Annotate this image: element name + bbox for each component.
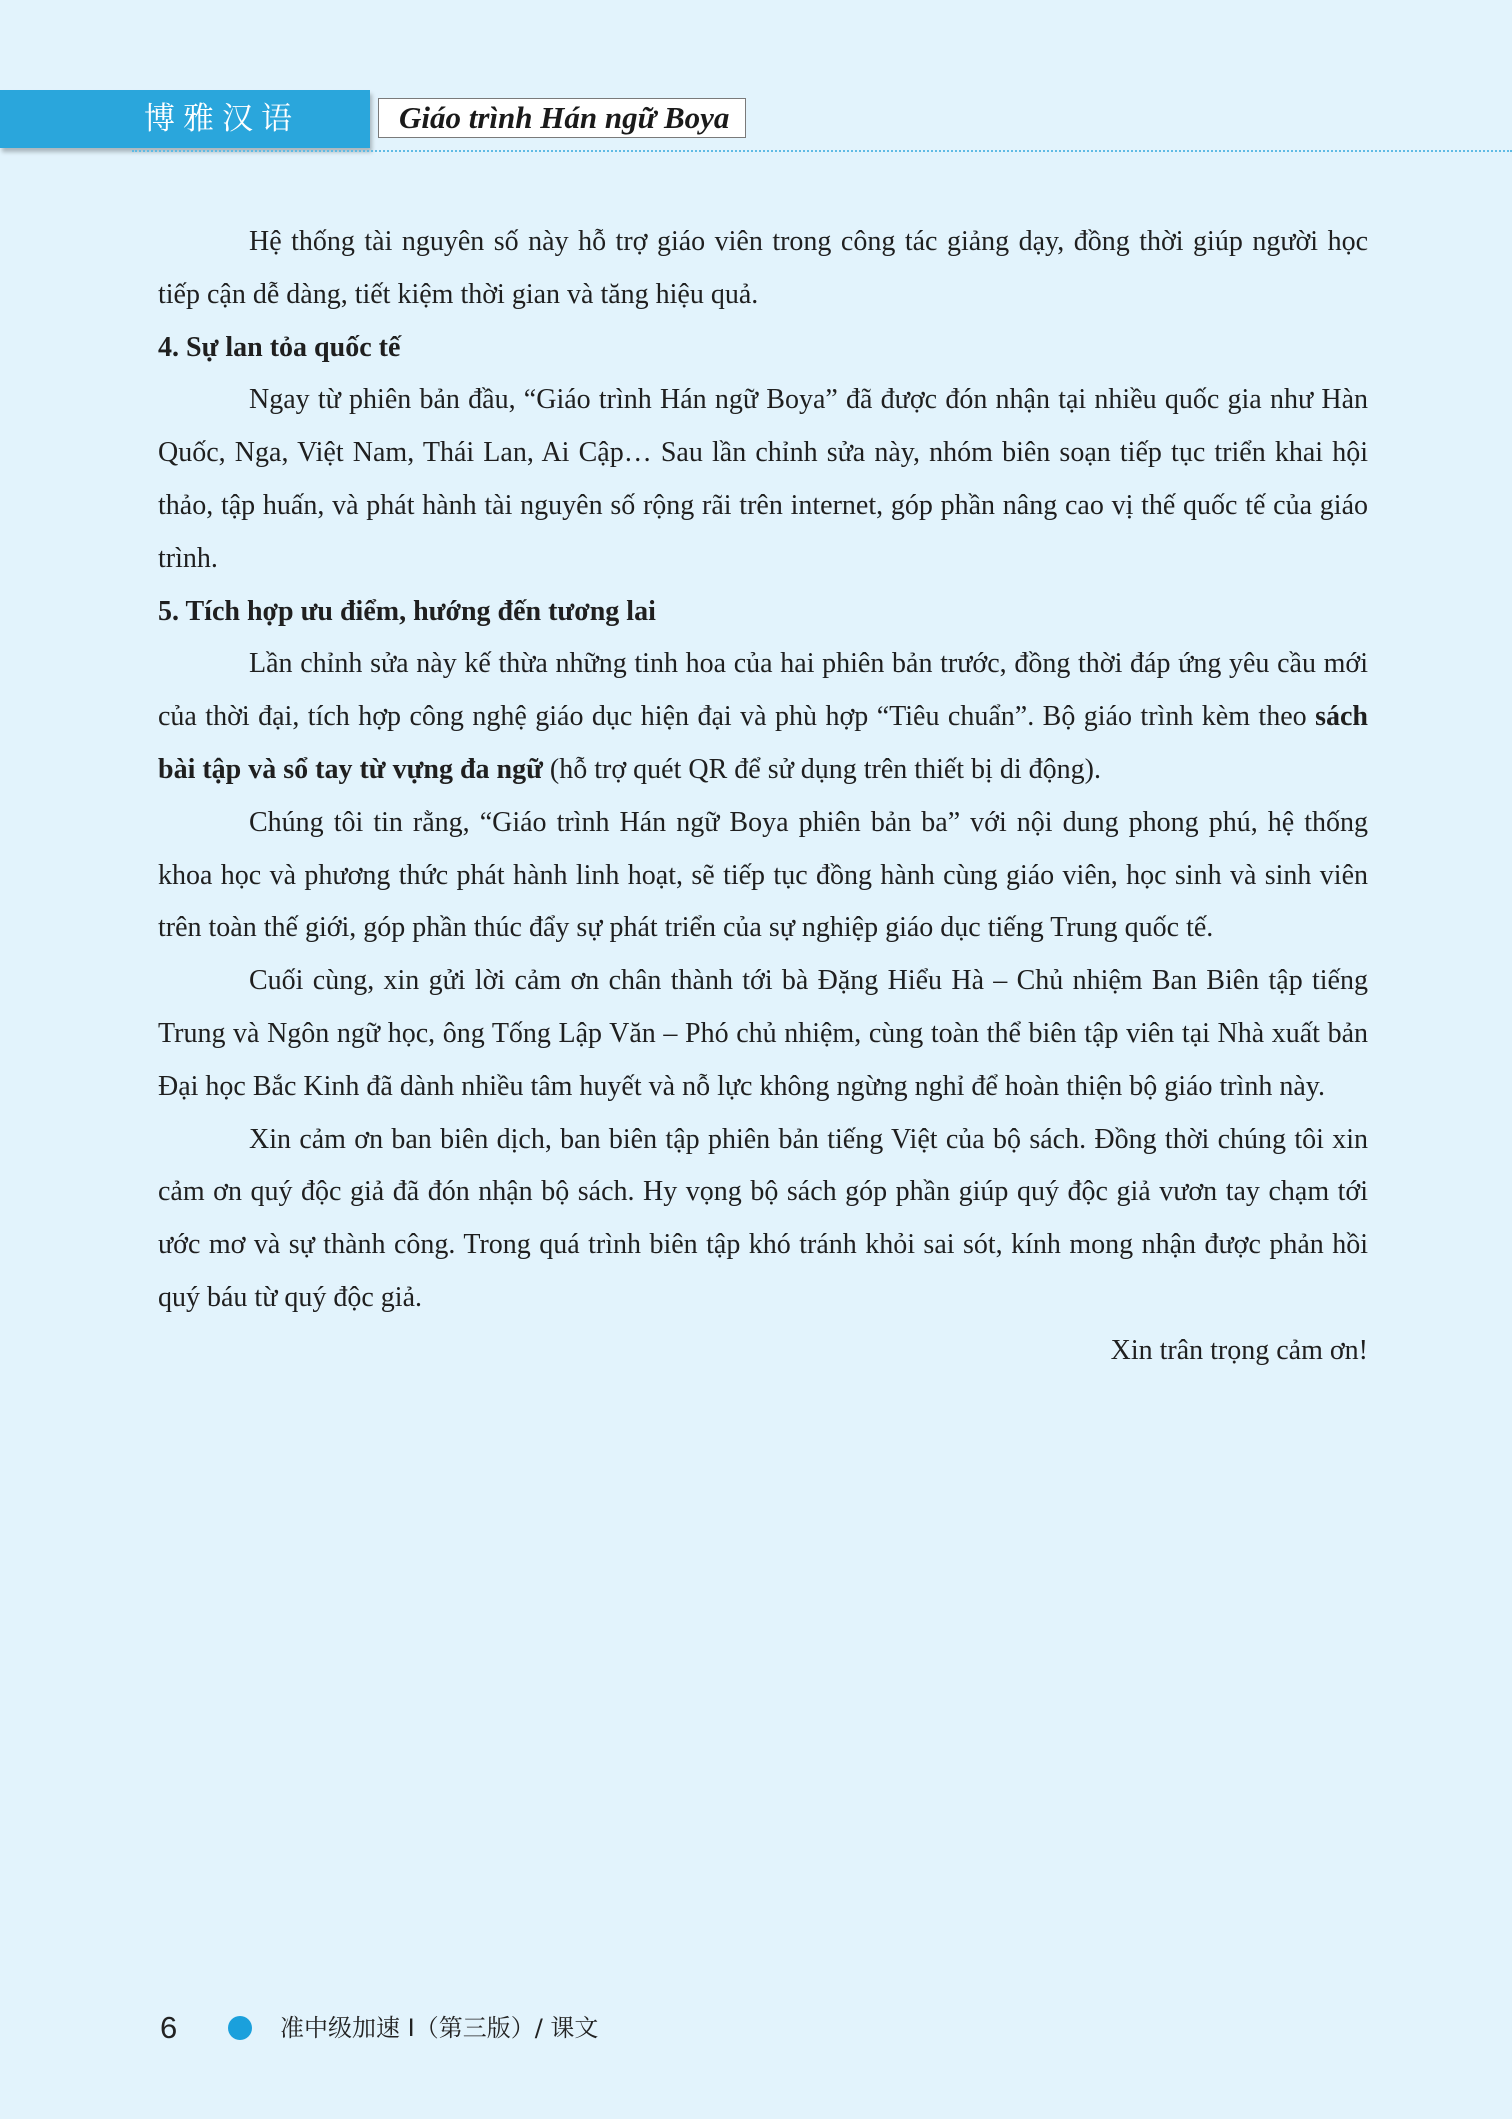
section-heading-4: 4. Sự lan tỏa quốc tế [158,331,401,363]
paragraph-acknowledgement: Cuối cùng, xin gửi lời cảm ơn chân thành tới bà Đặng Hiểu Hà – Chủ nhiệm Ban Biên tập tiếng Trung và Ngôn ngữ học, ông Tống Lập Văn – Phó chủ nhiệm, cùng toàn thể biên tập viên tại Nhà xuất bản Đại học Bắc Kinh đã dành nhiều tâm huyết và nỗ lực không ngừng nghỉ để hoàn thiện bộ giáo trình này. [158,965,1368,1102]
closing-line: Xin trân trọng cảm ơn! [1110,1334,1368,1366]
paragraph-international-reach: Ngay từ phiên bản đầu, “Giáo trình Hán ngữ Boya” đã được đón nhận tại nhiều quốc gia như Hàn Quốc, Nga, Việt Nam, Thái Lan, Ai Cập… Sau lần chỉnh sửa này, nhóm biên soạn tiếp tục triển khai hội thảo, tập huấn, và phát hành tài nguyên số rộng rãi trên internet, góp phần nâng cao vị thế quốc tế của giáo trình. [158,384,1368,574]
page-number: 6 [160,2010,178,2045]
paragraph-integration [158,638,1368,796]
series-chinese-title: 博雅汉语 [144,101,300,137]
header-book-title-box [378,98,746,138]
header-dotted-rule [132,150,1512,152]
footer-bullet-icon [228,2016,252,2040]
paragraph-integration-part-1: Lần chỉnh sửa này kế thừa những tinh hoa của hai phiên bản trước, đồng thời đáp ứng yêu cầu mới của thời đại, tích hợp công nghệ giáo dục hiện đại và phù hợp “Tiêu chuẩn”. Bộ giáo trình kèm theo [158,648,1368,733]
paragraph-integration-part-2: (hỗ trợ quét QR để sử dụng trên thiết bị di động). [542,753,1101,785]
section-heading-5: 5. Tích hợp ưu điểm, hướng đến tương lai [158,595,656,627]
paragraph-integration-bold: sách bài tập và sổ tay từ vựng đa ngữ [158,701,1368,785]
header-series-tab [0,90,370,148]
footer-book-label: 准中级加速 I（第三版）/ 课文 [280,2014,599,2042]
paragraph-digital-resources: Hệ thống tài nguyên số này hỗ trợ giáo viên trong công tác giảng dạy, đồng thời giúp người học tiếp cận dễ dàng, tiết kiệm thời gian và tăng hiệu quả. [158,226,1368,310]
book-title: Giáo trình Hán ngữ Boya [399,100,730,135]
paragraph-thanks-readers: Xin cảm ơn ban biên dịch, ban biên tập phiên bản tiếng Việt của bộ sách. Đồng thời chúng tôi xin cảm ơn quý độc giả đã đón nhận bộ sách. Hy vọng bộ sách góp phần giúp quý độc giả vươn tay chạm tới ước mơ và sự thành công. Trong quá trình biên tập khó tránh khỏi sai sót, kính mong nhận được phản hồi quý báu từ quý độc giả. [158,1123,1368,1313]
paragraph-belief: Chúng tôi tin rằng, “Giáo trình Hán ngữ Boya phiên bản ba” với nội dung phong phú, hệ thống khoa học và phương thức phát hành linh hoạt, sẽ tiếp tục đồng hành cùng giáo viên, học sinh và sinh viên trên toàn thế giới, góp phần thúc đẩy sự phát triển của sự nghiệp giáo dục tiếng Trung quốc tế. [158,806,1368,944]
page-body [158,216,1368,1378]
